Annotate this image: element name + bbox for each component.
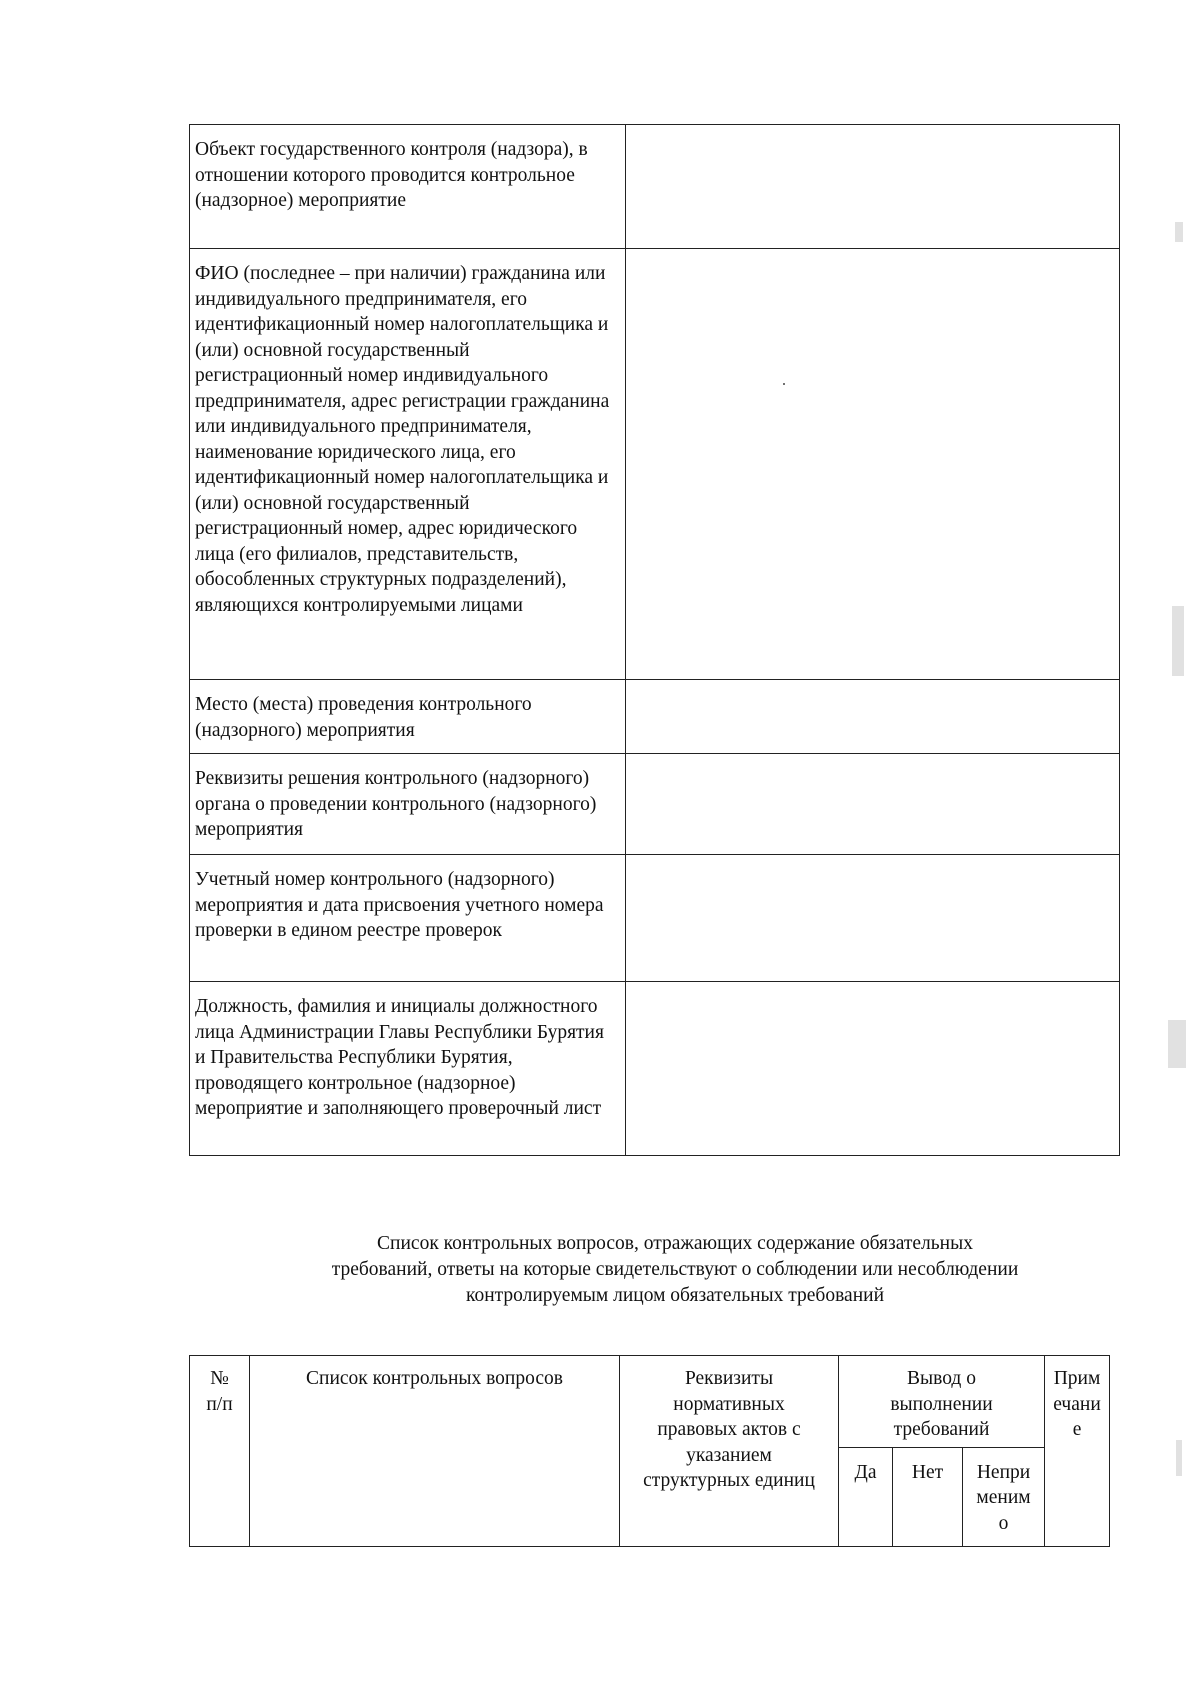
header-legal-acts-line-4: указанием [686, 1444, 772, 1466]
header-na-line-3: о [998, 1512, 1009, 1534]
header-na-line-2: меним [976, 1487, 1031, 1508]
heading-line-3: контролируемым лицом обязательных требований [465, 1285, 885, 1306]
heading-line-1: Список контрольных вопросов, отражающих содержание обязательных [377, 1233, 973, 1254]
info-value-decision[interactable] [626, 754, 1120, 855]
header-note-line-2: ечани [1053, 1393, 1101, 1415]
info-row-object [190, 125, 1120, 249]
header-conclusion-line-3: требований [893, 1419, 990, 1440]
info-label-registration-number: Учетный номер контрольного (надзорного) мероприятия и дата присвоения учетного номера проверки в едином реестре проверок [190, 855, 626, 982]
header-legal-acts [620, 1356, 839, 1547]
header-number-line-2: п/п [206, 1393, 233, 1415]
scan-speck [1175, 222, 1183, 242]
scan-speck [1168, 1020, 1186, 1068]
header-legal-acts-line-5: структурных единиц [643, 1470, 815, 1491]
header-conclusion [839, 1356, 1045, 1448]
info-label-decision: Реквизиты решения контрольного (надзорного) органа о проведении контрольного (надзорного) мероприятия [190, 754, 626, 855]
header-number [190, 1356, 250, 1547]
checklist-section-heading [240, 1231, 1110, 1309]
header-yes: Да [839, 1447, 893, 1546]
info-value-controlled-person[interactable] [626, 249, 1120, 680]
header-note [1045, 1356, 1110, 1547]
info-value-official[interactable] [626, 982, 1120, 1156]
info-value-object[interactable] [626, 125, 1120, 249]
info-row-location [190, 680, 1120, 754]
checklist-table [189, 1355, 1110, 1547]
heading-line-2: требований, ответы на которые свидетельствуют о соблюдении или несоблюдении [331, 1259, 1019, 1280]
header-conclusion-line-1: Вывод о [907, 1368, 976, 1389]
inspection-info-table [189, 124, 1120, 1156]
info-row-controlled-person [190, 249, 1120, 680]
info-row-registration-number [190, 855, 1120, 982]
header-na-line-1: Непри [976, 1461, 1031, 1483]
header-not-applicable [963, 1447, 1045, 1546]
info-row-official [190, 982, 1120, 1156]
info-row-decision [190, 754, 1120, 855]
scan-speck [1172, 606, 1184, 676]
header-note-line-1: Прим [1053, 1368, 1101, 1389]
header-no: Нет [893, 1447, 963, 1546]
header-question-list: Список контрольных вопросов [250, 1356, 620, 1547]
info-label-location: Место (места) проведения контрольного (надзорного) мероприятия [190, 680, 626, 754]
header-conclusion-line-2: выполнении [890, 1393, 993, 1415]
info-label-object: Объект государственного контроля (надзора), в отношении которого проводится контрольное (надзорное) мероприятие [190, 125, 626, 249]
checklist-header-row [190, 1356, 1110, 1448]
header-number-line-1: № [210, 1368, 229, 1389]
scan-speck [1176, 1440, 1182, 1476]
info-label-official: Должность, фамилия и инициалы должностного лица Администрации Главы Республики Бурятия и Правительства Республики Бурятия, проводящего контрольное (надзорное) мероприятие и заполняющего проверочный лист [190, 982, 626, 1156]
info-label-controlled-person: ФИО (последнее – при наличии) гражданина или индивидуального предпринимателя, его идентификационный номер налогоплательщика и (или) основной государственный регистрационный номер индивидуального предпринимателя, адрес регистрации гражданина или индивидуального предпринимателя, наименование юридического лица, его идентификационный номер налогоплательщика и (или) основной государственный регистрационный номер, адрес юридического лица (его филиалов, представительств, обособленных структурных подразделений), являющихся контролируемыми лицами [190, 249, 626, 680]
header-legal-acts-line-1: Реквизиты [684, 1368, 774, 1389]
scan-dot [783, 383, 785, 385]
header-note-line-3: е [1072, 1419, 1082, 1440]
info-value-location[interactable] [626, 680, 1120, 754]
header-legal-acts-line-2: нормативных [673, 1393, 785, 1415]
info-value-registration-number[interactable] [626, 855, 1120, 982]
header-legal-acts-line-3: правовых актов с [657, 1419, 801, 1440]
